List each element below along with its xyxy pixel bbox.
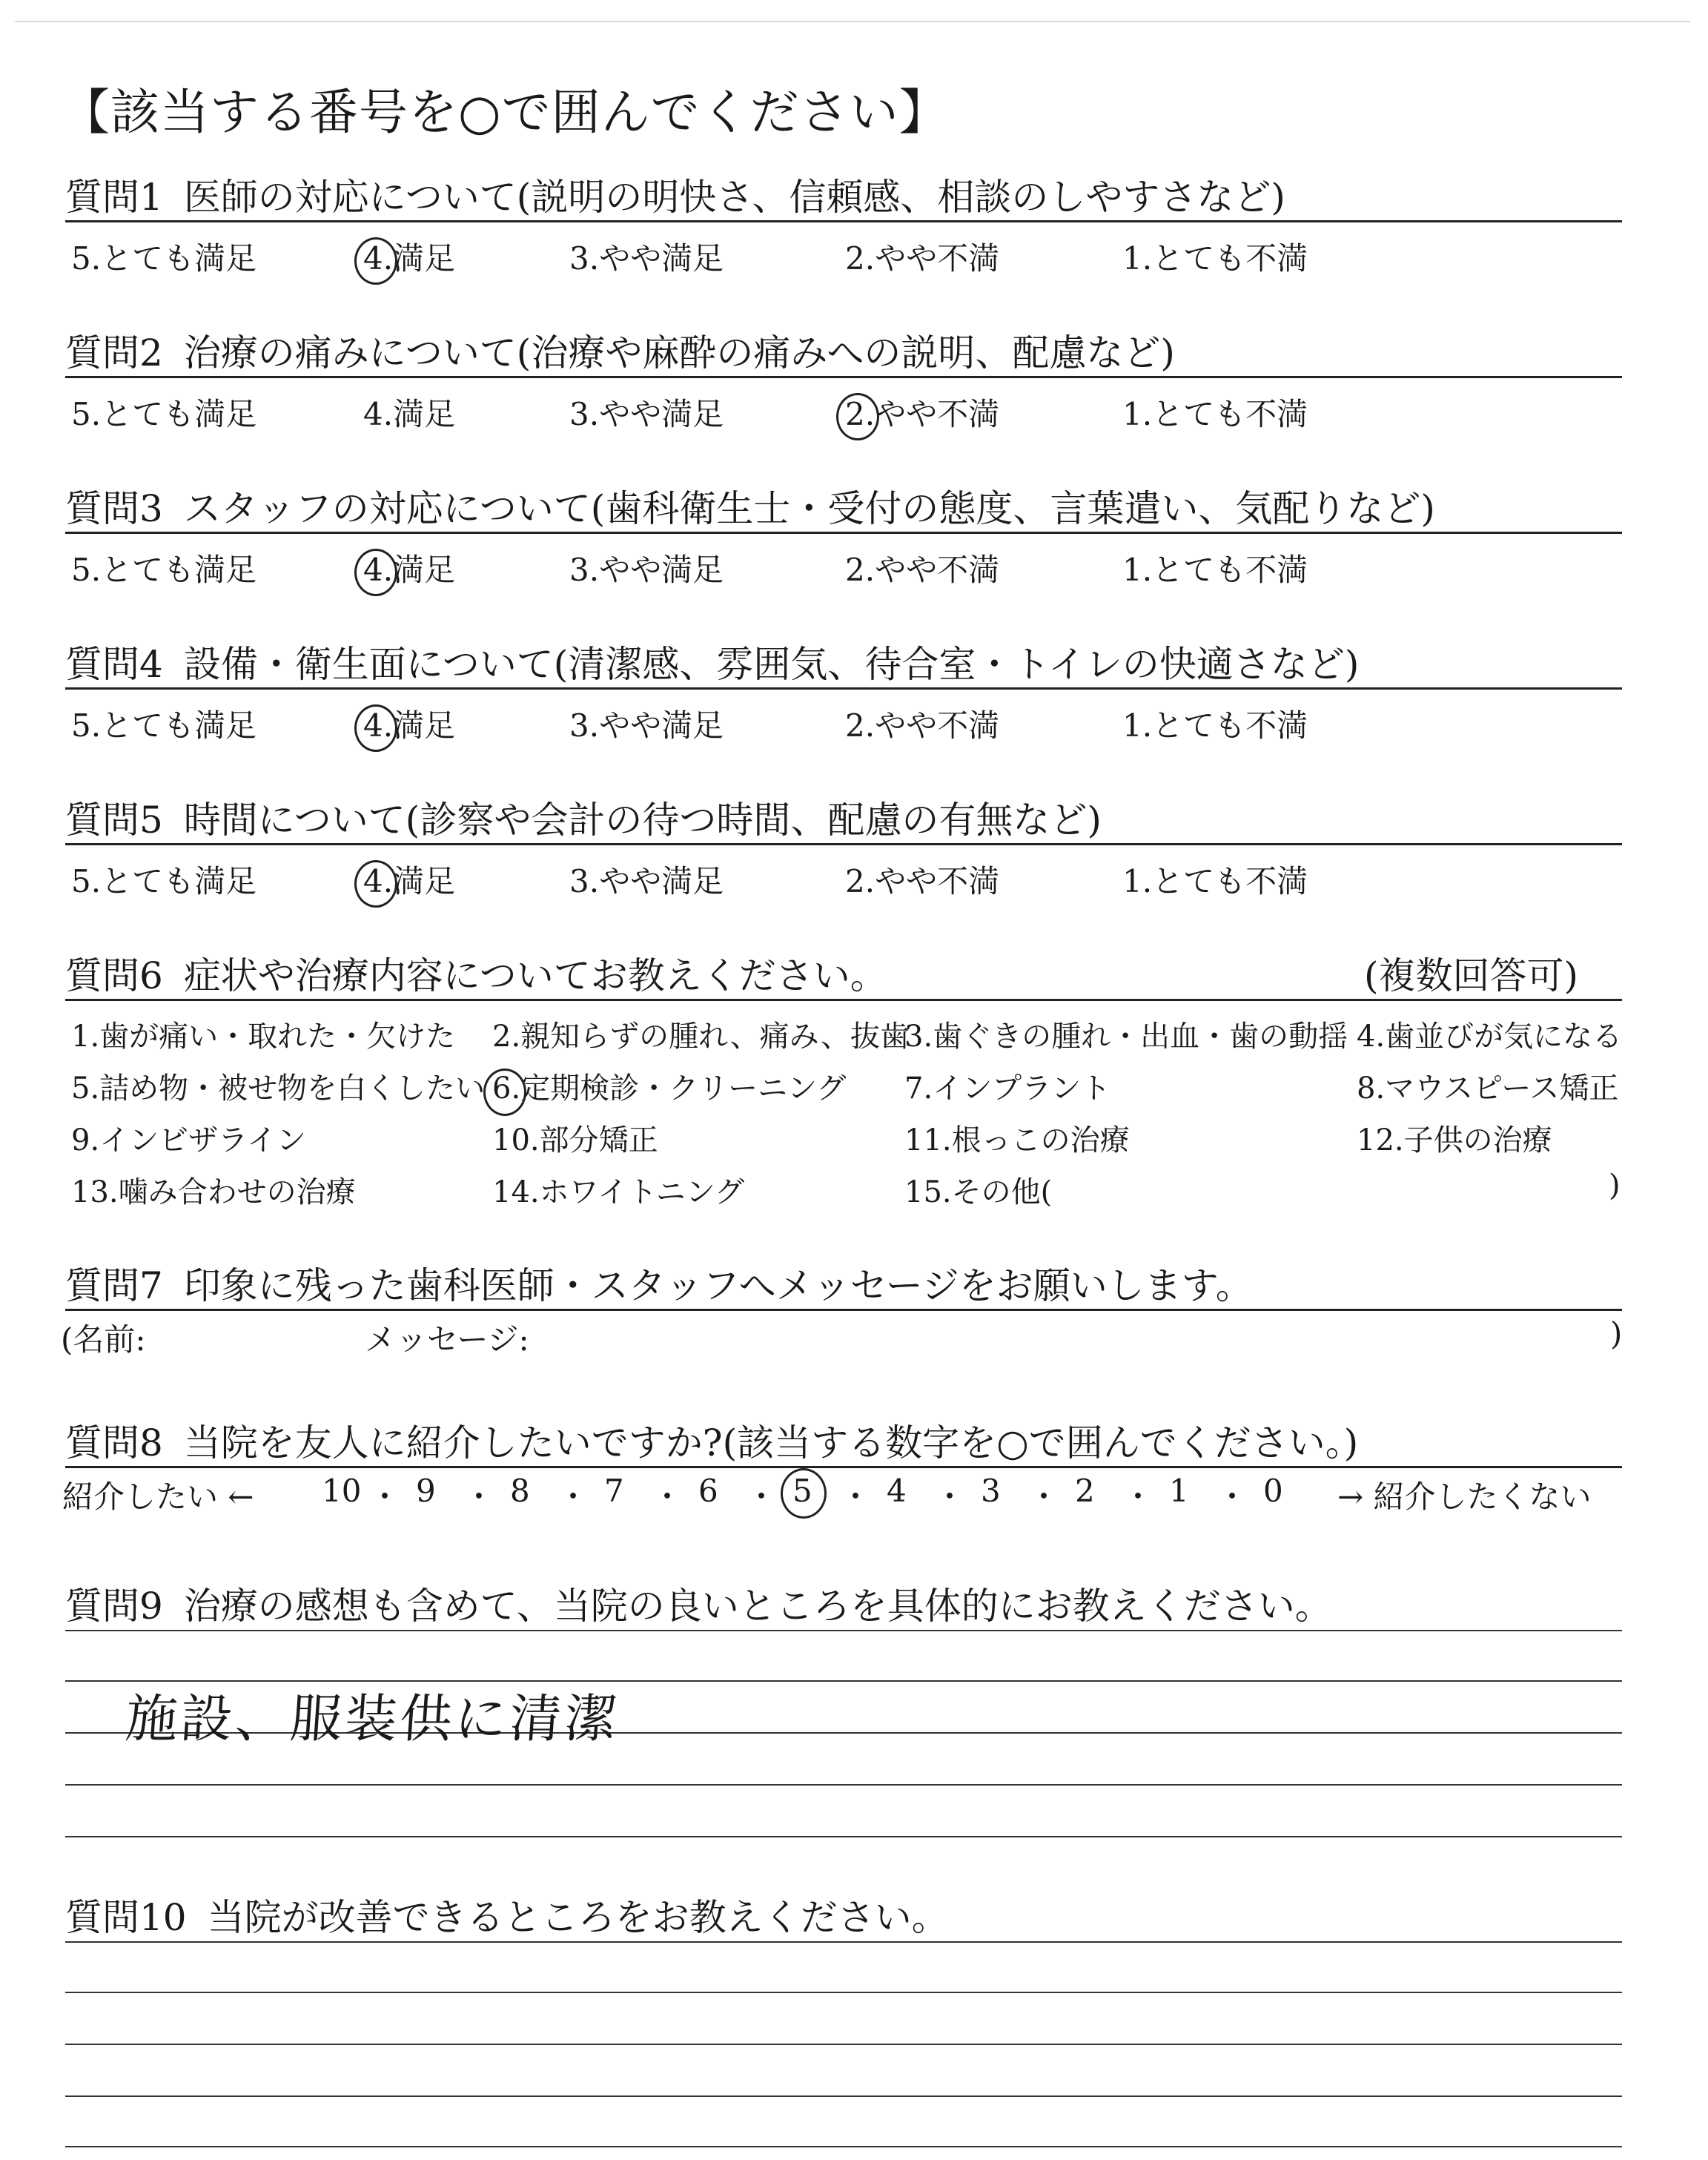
option-number: 8. [1357,1071,1386,1106]
q8-number: 質問8 [65,1421,163,1464]
scale-dot: ・ [1028,1479,1060,1515]
question-number: 質問1 [65,176,163,219]
option-number: 4. [363,240,394,277]
rating-option[interactable] [1122,546,1308,590]
option-label: 満足 [393,396,456,432]
rating-option[interactable] [845,857,999,902]
scale-value[interactable]: 10 [322,1473,362,1509]
rating-option[interactable] [1122,857,1308,902]
rating-option[interactable] [845,701,999,746]
symptom-option[interactable] [1357,1117,1552,1159]
option-number: 2. [845,552,875,588]
option-label: 歯ぐきの腫れ・出血・歯の動揺 [933,1020,1348,1054]
q6-options [71,1013,1628,1221]
option-number: 2. [845,863,875,899]
q10-line [65,2095,1622,2097]
symptom-option[interactable] [492,1117,658,1159]
symptom-option[interactable] [904,1065,1110,1107]
recommend-scale [62,1473,1634,1517]
q10-number: 質問10 [65,1896,187,1939]
q6-close-paren: ) [1609,1169,1621,1203]
q7-title [65,1256,1253,1309]
q3-title [65,479,1435,532]
option-number: 10. [492,1123,540,1157]
top-border [15,21,1690,22]
q9-number: 質問9 [65,1585,163,1628]
option-number: 2. [845,707,875,744]
rating-option[interactable] [569,546,724,590]
option-label: とても不満 [1152,396,1308,432]
scale-dot: ・ [746,1479,778,1515]
option-label: やや不満 [875,863,1000,899]
option-label: 子供の治療 [1403,1123,1552,1157]
scale-dot: ・ [1217,1479,1248,1515]
scale-value[interactable]: 3 [981,1473,1001,1509]
q6-text: 症状や治療内容についてお教えください。 [183,954,887,997]
option-label: 歯が痛い・取れた・欠けた [99,1020,456,1054]
rating-option[interactable] [71,234,256,279]
scale-dot: ・ [557,1479,589,1515]
rating-option[interactable] [1122,234,1308,279]
option-number: 7. [904,1071,933,1106]
option-number: 1. [1122,552,1153,588]
option-number: 3. [569,863,600,899]
q8-rule [65,1466,1622,1468]
option-label: とても不満 [1152,240,1308,277]
q6-number: 質問6 [65,954,163,997]
q10-line [65,1992,1622,1993]
q8-text: 当院を友人に紹介したいですか?(該当する数字を○で囲んでください。) [183,1421,1359,1464]
rating-option[interactable] [363,857,455,902]
option-label: ホワイトニング [539,1175,745,1209]
symptom-option[interactable] [71,1013,455,1055]
option-label: 定期検診・クリーニング [520,1071,847,1106]
option-label: 部分矯正 [539,1123,658,1157]
q9-line [65,1630,1622,1631]
q2-title [65,323,1175,377]
scale-value[interactable]: 8 [510,1473,530,1509]
rating-option[interactable] [1122,390,1308,435]
q2-options [71,390,1628,435]
scale-left-label: 紹介したい ← [62,1479,254,1515]
option-number: 2. [845,396,875,432]
option-number: 3. [569,240,600,277]
option-label: やや不満 [875,396,1000,432]
option-number: 12. [1357,1123,1404,1157]
option-label: 噛み合わせの治療 [118,1175,356,1209]
q5-title [65,790,1102,844]
option-number: 11. [904,1123,952,1157]
q7-close-paren: ) [1610,1315,1623,1352]
option-number: 4. [363,552,394,588]
option-number: 1. [1122,707,1153,744]
question-rule [65,687,1622,690]
option-number: 5. [71,240,102,277]
scale-value[interactable]: 5 [792,1473,812,1509]
question-rule [65,376,1622,378]
option-label: やや不満 [875,707,1000,744]
option-number: 3. [569,707,600,744]
option-label: やや不満 [875,552,1000,588]
scale-value[interactable]: 9 [416,1473,436,1509]
q10-title [65,1888,949,1941]
option-label: やや満足 [599,240,724,277]
symptom-option[interactable] [904,1169,1052,1211]
rating-option[interactable] [569,390,724,435]
symptom-option[interactable] [71,1169,356,1211]
option-label: やや不満 [875,240,1000,277]
q10-line [65,2146,1622,2147]
option-number: 6. [492,1071,521,1106]
option-number: 5. [71,1071,100,1106]
symptom-option[interactable] [492,1169,744,1211]
q10-line [65,2044,1622,2045]
rating-option[interactable] [569,701,724,746]
option-number: 1. [1122,863,1153,899]
symptom-option[interactable] [71,1117,306,1159]
symptom-option[interactable] [1357,1065,1618,1107]
symptom-option[interactable] [71,1065,485,1107]
option-label: 満足 [393,552,456,588]
rating-option[interactable] [569,857,724,902]
question-rule [65,220,1622,222]
question-rule [65,532,1622,534]
scale-value[interactable]: 0 [1263,1473,1283,1509]
option-number: 1. [1122,396,1153,432]
option-number: 2. [845,240,875,277]
q10-text: 当院が改善できるところをお教えください。 [207,1896,949,1939]
q6-title [65,946,887,1000]
scale-right-label: → 紹介したくない [1337,1479,1592,1515]
q7-name-label: (名前: [61,1321,146,1358]
q7-number: 質問7 [65,1264,163,1307]
rating-option[interactable] [363,701,455,746]
rating-option[interactable] [845,546,999,590]
question-text: スタッフの対応について(歯科衛生士・受付の態度、言葉遣い、気配りなど) [183,487,1435,530]
q7-text: 印象に残った歯科医師・スタッフへメッセージをお願いします。 [183,1264,1253,1307]
q9-title [65,1576,1332,1630]
option-number: 5. [71,863,102,899]
question-number: 質問2 [65,331,163,374]
symptom-option[interactable] [492,1065,846,1107]
q3-options [71,546,1628,590]
question-text: 医師の対応について(説明の明快さ、信頼感、相談のしやすさなど) [183,176,1285,219]
option-label: 根っこの治療 [951,1123,1130,1157]
option-label: マウスピース矯正 [1385,1071,1619,1106]
q4-title [65,635,1359,688]
rating-option[interactable] [845,390,999,435]
option-number: 14. [492,1175,540,1209]
option-label: 満足 [393,863,456,899]
form-header: 【該当する番号を○で囲んでください】 [61,84,949,141]
option-number: 9. [71,1123,100,1157]
q1-options [71,234,1628,279]
scale-dot: ・ [934,1479,966,1515]
scale-value[interactable]: 6 [698,1473,718,1509]
scale-value[interactable]: 2 [1075,1473,1095,1509]
scale-value[interactable]: 1 [1169,1473,1189,1509]
question-number: 質問3 [65,487,163,530]
q5-options [71,857,1628,902]
option-label: とても満足 [101,240,257,277]
question-text: 治療の痛みについて(治療や麻酔の痛みへの説明、配慮など) [183,331,1175,374]
rating-option[interactable] [363,234,455,279]
q9-handwritten-answer: 施設、服装供に清潔 [123,1688,622,1749]
option-label: とても不満 [1152,863,1308,899]
option-label: 詰め物・被せ物を白くしたい [99,1071,486,1106]
option-label: とても不満 [1152,552,1308,588]
option-number: 5. [71,707,102,744]
question-text: 時間について(診察や会計の待つ時間、配慮の有無など) [183,799,1102,842]
option-number: 4. [363,707,394,744]
option-label: インプラント [933,1071,1111,1106]
option-label: やや満足 [599,396,724,432]
rating-option[interactable] [845,234,999,279]
question-number: 質問5 [65,799,163,842]
rating-option[interactable] [569,234,724,279]
scale-value[interactable]: 7 [604,1473,624,1509]
q7-rule [65,1309,1622,1311]
q9-text: 治療の感想も含めて、当院の良いところを具体的にお教えください。 [183,1585,1332,1628]
q10-line [65,1941,1622,1943]
option-number: 15. [904,1175,952,1209]
option-number: 1. [71,1020,100,1054]
question-number: 質問4 [65,643,163,686]
q9-line [65,1836,1622,1837]
option-label: 満足 [393,240,456,277]
option-label: とても不満 [1152,707,1308,744]
option-number: 3. [904,1020,933,1054]
rating-option[interactable] [71,701,256,746]
scale-dot: ・ [1122,1479,1154,1515]
rating-option[interactable] [1122,701,1308,746]
option-number: 5. [71,396,102,432]
option-number: 13. [71,1175,119,1209]
option-number: 2. [492,1020,521,1054]
option-label: とても満足 [101,552,257,588]
question-text: 設備・衛生面について(清潔感、雰囲気、待合室・トイレの快適さなど) [183,643,1360,686]
rating-option[interactable] [71,546,256,590]
q4-options [71,701,1628,746]
scale-dot: ・ [840,1479,872,1515]
option-number: 1. [1122,240,1153,277]
rating-option[interactable] [363,546,455,590]
option-label: とても満足 [101,707,257,744]
option-label: とても満足 [101,396,257,432]
q7-message-label: メッセージ: [365,1321,529,1358]
option-number: 5. [71,552,102,588]
option-label: インビザライン [99,1123,306,1157]
option-label: やや満足 [599,707,724,744]
option-label: やや満足 [599,863,724,899]
option-label: 満足 [393,707,456,744]
option-label: とても満足 [101,863,257,899]
q1-title [65,168,1285,221]
scale-value[interactable]: 4 [887,1473,907,1509]
scale-dot: ・ [652,1479,683,1515]
symptom-option[interactable] [1357,1013,1622,1055]
rating-option[interactable] [71,857,256,902]
option-number: 3. [569,552,600,588]
q7-answer-row [61,1315,1625,1357]
option-number: 4. [363,396,394,432]
symptom-option[interactable] [904,1117,1130,1159]
option-label: 親知らずの腫れ、痛み、抜歯 [520,1020,910,1054]
option-number: 3. [569,396,600,432]
option-label: その他( [951,1175,1053,1209]
symptom-option[interactable] [492,1013,910,1055]
option-number: 4. [363,863,394,899]
q6-rule [65,999,1622,1001]
option-number: 4. [1357,1020,1386,1054]
q9-line [65,1784,1622,1786]
q8-title [65,1413,1358,1467]
scale-dot: ・ [369,1479,401,1515]
symptom-option[interactable] [904,1013,1348,1055]
question-rule [65,843,1622,845]
rating-option[interactable] [71,390,256,435]
q6-note: (複数回答可) [1364,954,1579,997]
rating-option[interactable] [363,390,455,435]
option-label: 歯並びが気になる [1385,1020,1623,1054]
scale-dot: ・ [463,1479,495,1515]
option-label: やや満足 [599,552,724,588]
